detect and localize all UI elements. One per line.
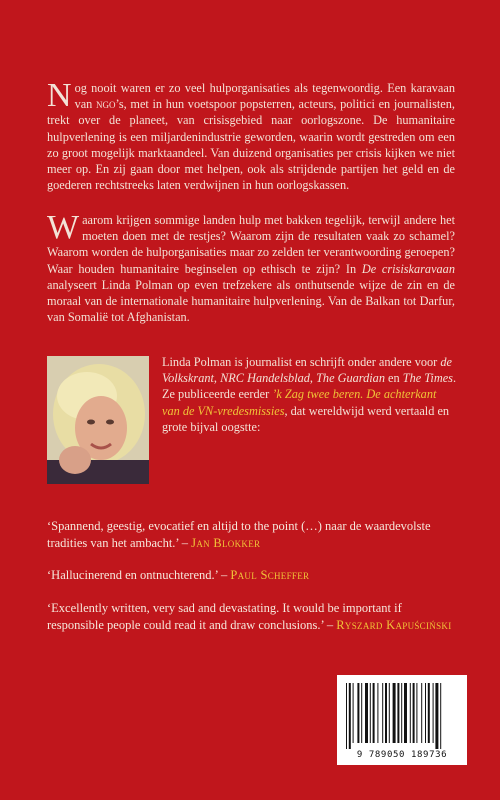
barcode-bar [370, 683, 371, 743]
barcode-bar [404, 683, 407, 743]
quote-text: ‘Hallucinerend en ontnuchterend.’ [47, 568, 218, 582]
text: og nooit waren er zo veel hulporganisaties als tegenwoordig. Een karavaan van [74, 81, 455, 112]
text: analyseert Linda Polman op even trefzekere als onthutsende wijze de zin en de moraal van de internationale humanitaire hulpverlening. Van de Balkan tot Darfur, van Somalië tot Afghanistan. [47, 277, 455, 325]
quote-text: ‘Excellently written, very sad and devastating. It would be important if responsible people could read it and draw conclusions.’ [47, 601, 402, 632]
text: , dat wereldwijd werd vertaald en grote bijval oogstte: [162, 403, 450, 434]
barcode-bar [365, 683, 368, 743]
review-quote-2 [47, 567, 457, 584]
barcode-bar [357, 683, 359, 743]
publication: de Volkskrant [162, 355, 452, 386]
barcode-bar [346, 683, 347, 749]
dropcap: N [47, 77, 72, 114]
text: ’s, met in hun voetspoor popsterren, acteurs, politici en journalisten, trekt over de planeet, van crisisgebied naar oorlogszone. De humanitaire hulpverlening is een miljardenindustrie geworden, waarin wordt gestreden om een zo groot mogelijk marktaandeel. Van duizend organisaties per crisis kijken we niet meer op. En zij gaan door met helpen, ook als strijdende partijen het geld en de goederen rechtstreeks laten verdwijnen in hun oorlogskassen. [47, 97, 455, 193]
quote-text: ‘Spannend, geestig, evocatief en altijd to the point (…) naar de waardevolste tradities van het ambacht.’ [47, 519, 431, 550]
blurb-paragraph-1 [47, 77, 455, 193]
barcode-bar [382, 683, 383, 743]
barcode-bar [349, 683, 351, 749]
quote-dash: – [217, 568, 231, 582]
barcode-bar [435, 683, 438, 749]
author-portrait-illustration [47, 356, 149, 484]
text: , [309, 371, 317, 386]
publication: The Times [402, 371, 453, 386]
quote-dash: – [323, 618, 337, 632]
quote-author: Ryszard Kapuściński [336, 618, 452, 632]
barcode-bars [337, 675, 467, 753]
barcode-bar [393, 683, 396, 743]
text: , [213, 371, 221, 386]
text: en [384, 371, 403, 386]
barcode-digits: 9 789050 189736 [356, 750, 448, 760]
barcode [337, 675, 467, 765]
barcode-bar [385, 683, 387, 743]
barcode-bar [397, 683, 399, 743]
review-quote-1 [47, 518, 457, 552]
dropcap: W [47, 209, 80, 246]
barcode-bar [410, 683, 411, 743]
quote-author: Paul Scheffer [230, 568, 310, 582]
barcode-bar [413, 683, 415, 743]
book-title: De crisiskaravaan [361, 261, 455, 276]
barcode-bar [353, 683, 354, 743]
review-quote-3 [47, 600, 457, 634]
barcode-bar [421, 683, 422, 743]
barcode-bar [361, 683, 362, 743]
barcode-bar [425, 683, 426, 743]
previous-book-title: ’k Zag twee beren. De achterkant van de VN-vredesmissies [162, 387, 437, 418]
text: Linda Polman is journalist en schrijft onder andere voor [162, 355, 441, 369]
barcode-bar [416, 683, 417, 743]
quote-author: Jan Blokker [191, 536, 261, 550]
text: aarom krijgen sommige landen hulp met bakken tegelijk, terwijl andere het moeten doen met de restjes? Waarom zijn de resultaten vaak zo schamel? Waarom worden de hulporganisaties maar zo zelden ter verantwoording geroepen? Waar houden humanitaire beginselen op ethisch te zijn? In [47, 213, 455, 276]
barcode-bar [440, 683, 441, 749]
publication: NRC Handelsblad [220, 371, 310, 386]
author-photo [47, 356, 149, 484]
quote-dash: – [178, 536, 192, 550]
blurb-paragraph-2 [47, 209, 455, 325]
publication: The Guardian [316, 371, 385, 386]
barcode-bar [377, 683, 378, 743]
author-bio [162, 354, 457, 435]
barcode-bar [401, 683, 402, 743]
barcode-bar [389, 683, 390, 743]
barcode-bar [428, 683, 430, 743]
text: . Ze publiceerde eerder [162, 371, 457, 402]
barcode-bar [373, 683, 375, 743]
ngo-abbreviation: ngo [95, 97, 116, 112]
barcode-bar [433, 683, 434, 743]
